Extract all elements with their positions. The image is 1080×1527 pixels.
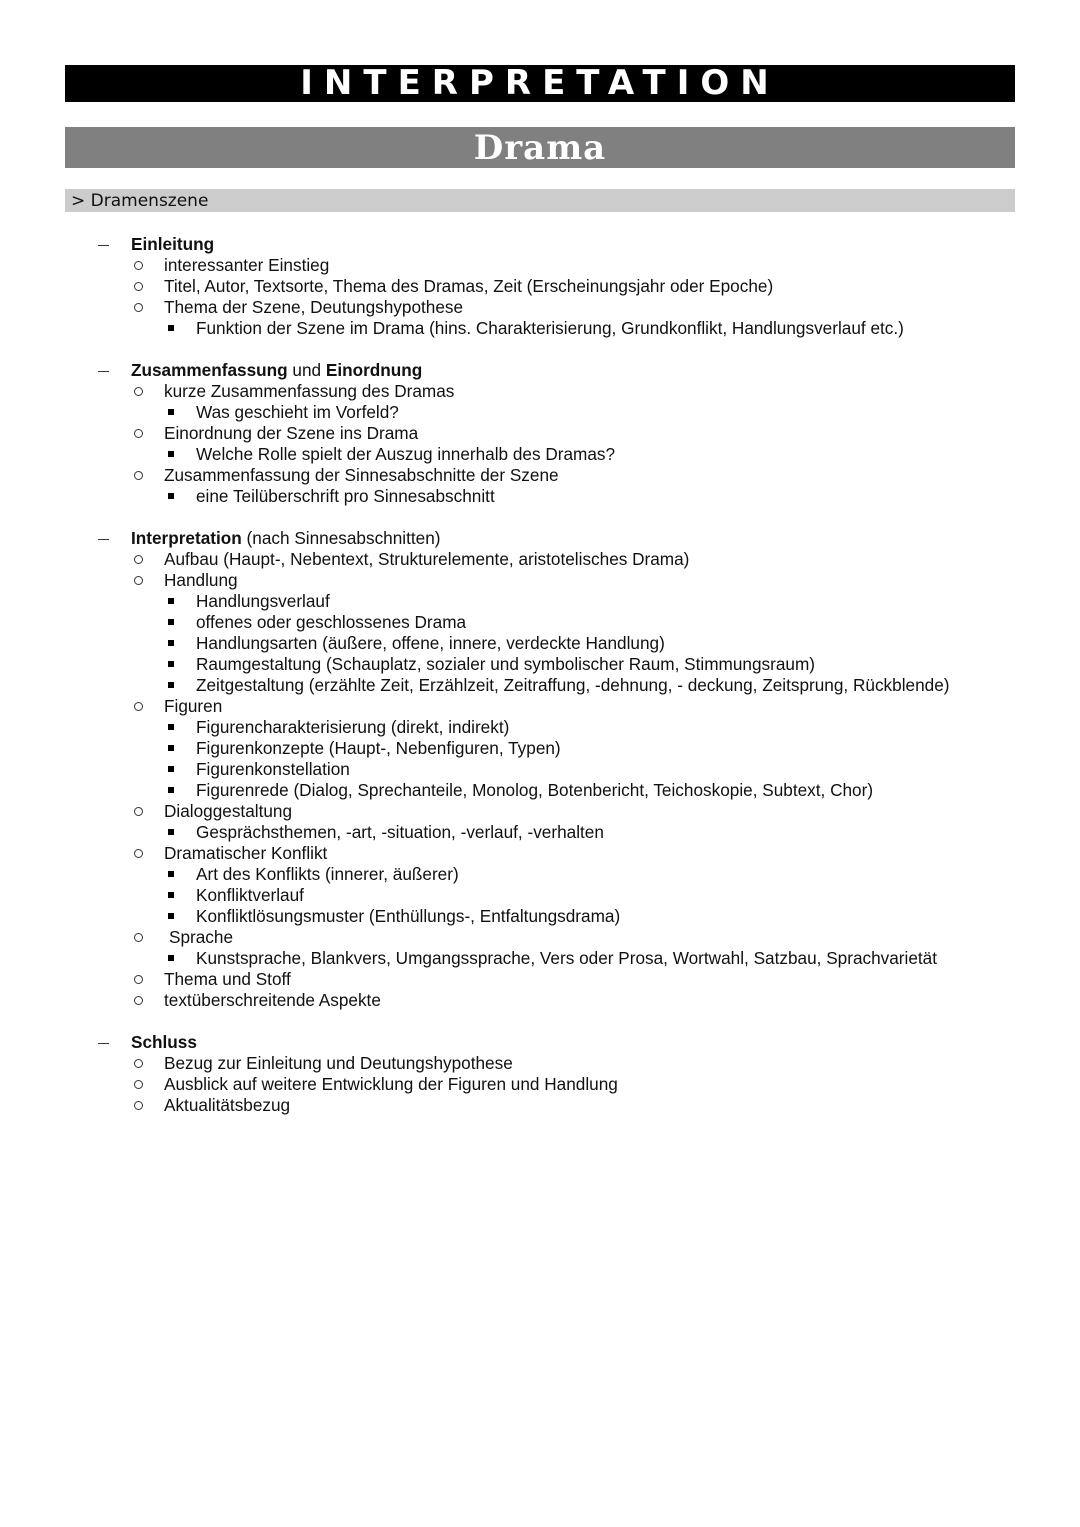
circle-bullet-icon (134, 429, 143, 438)
list-item: Sprache (0, 927, 1080, 948)
circle-bullet-icon (134, 996, 143, 1005)
list-item: Figuren (0, 696, 1080, 717)
list-subitem: Handlungsverlauf (0, 591, 1080, 612)
circle-bullet-icon (134, 1059, 143, 1068)
square-bullet-icon (168, 598, 174, 604)
heading-text: Interpretation (nach Sinnesabschnitten) (131, 528, 441, 548)
outline-heading-einleitung (0, 234, 1080, 255)
list-item: Bezug zur Einleitung und Deutungshypothese (0, 1053, 1080, 1074)
list-subitem: Art des Konflikts (innerer, äußerer) (0, 864, 1080, 885)
circle-bullet-icon (134, 555, 143, 564)
square-bullet-icon (168, 829, 174, 835)
circle-bullet-icon (134, 807, 143, 816)
heading-text: Schluss (131, 1032, 197, 1052)
square-bullet-icon (168, 871, 174, 877)
square-bullet-icon (168, 745, 174, 751)
list-subitem: Figurenkonzepte (Haupt-, Nebenfiguren, Typen) (0, 738, 1080, 759)
square-bullet-icon (168, 892, 174, 898)
list-item: Zusammenfassung der Sinnesabschnitte der Szene (0, 465, 1080, 486)
list-subitem: Funktion der Szene im Drama (hins. Charakterisierung, Grundkonflikt, Handlungsverlauf etc.) (0, 318, 1080, 339)
list-subitem: Was geschieht im Vorfeld? (0, 402, 1080, 423)
square-bullet-icon (168, 766, 174, 772)
list-item: Aufbau (Haupt-, Nebentext, Strukturelemente, aristotelisches Drama) (0, 549, 1080, 570)
heading-text: Einleitung (131, 234, 215, 254)
circle-bullet-icon (134, 933, 143, 942)
list-item: Aktualitätsbezug (0, 1095, 1080, 1116)
square-bullet-icon (168, 409, 174, 415)
list-subitem: Figurencharakterisierung (direkt, indirekt) (0, 717, 1080, 738)
circle-bullet-icon (134, 576, 143, 585)
outline (0, 234, 1080, 1116)
square-bullet-icon (168, 661, 174, 667)
page-subtitle: Drama (65, 127, 1015, 168)
list-item: interessanter Einstieg (0, 255, 1080, 276)
square-bullet-icon (168, 913, 174, 919)
list-subitem: Handlungsarten (äußere, offene, innere, verdeckte Handlung) (0, 633, 1080, 654)
list-item: Dialoggestaltung (0, 801, 1080, 822)
square-bullet-icon (168, 787, 174, 793)
list-subitem: Kunstsprache, Blankvers, Umgangssprache, Vers oder Prosa, Wortwahl, Satzbau, Sprachvarietät (0, 948, 1080, 969)
list-subitem: eine Teilüberschrift pro Sinnesabschnitt (0, 486, 1080, 507)
circle-bullet-icon (134, 975, 143, 984)
list-item: Thema der Szene, Deutungshypothese (0, 297, 1080, 318)
circle-bullet-icon (134, 282, 143, 291)
circle-bullet-icon (134, 702, 143, 711)
square-bullet-icon (168, 955, 174, 961)
list-item: Einordnung der Szene ins Drama (0, 423, 1080, 444)
list-item: Thema und Stoff (0, 969, 1080, 990)
circle-bullet-icon (134, 261, 143, 270)
outline-heading-zusammenfassung (0, 360, 1080, 381)
outline-heading-schluss (0, 1032, 1080, 1053)
heading-text: Zusammenfassung und Einordnung (131, 360, 423, 380)
list-item: textüberschreitende Aspekte (0, 990, 1080, 1011)
circle-bullet-icon (134, 387, 143, 396)
square-bullet-icon (168, 640, 174, 646)
list-item: Dramatischer Konflikt (0, 843, 1080, 864)
list-item: Handlung (0, 570, 1080, 591)
list-item: Ausblick auf weitere Entwicklung der Figuren und Handlung (0, 1074, 1080, 1095)
square-bullet-icon (168, 682, 174, 688)
circle-bullet-icon (134, 471, 143, 480)
circle-bullet-icon (134, 849, 143, 858)
outline-heading-interpretation (0, 528, 1080, 549)
list-subitem: Figurenkonstellation (0, 759, 1080, 780)
list-subitem: offenes oder geschlossenes Drama (0, 612, 1080, 633)
page-title: INTERPRETATION (65, 65, 1015, 102)
list-item: Titel, Autor, Textsorte, Thema des Dramas, Zeit (Erscheinungsjahr oder Epoche) (0, 276, 1080, 297)
list-subitem: Figurenrede (Dialog, Sprechanteile, Monolog, Botenbericht, Teichoskopie, Subtext, Chor) (0, 780, 1080, 801)
circle-bullet-icon (134, 1080, 143, 1089)
square-bullet-icon (168, 724, 174, 730)
list-subitem: Zeitgestaltung (erzählte Zeit, Erzählzeit, Zeitraffung, -dehnung, - deckung, Zeitsprung, Rückblende) (0, 675, 1080, 696)
list-item: kurze Zusammenfassung des Dramas (0, 381, 1080, 402)
circle-bullet-icon (134, 303, 143, 312)
square-bullet-icon (168, 325, 174, 331)
square-bullet-icon (168, 451, 174, 457)
list-subitem: Konfliktverlauf (0, 885, 1080, 906)
section-heading: > Dramenszene (65, 189, 1015, 212)
list-subitem: Gesprächsthemen, -art, -situation, -verlauf, -verhalten (0, 822, 1080, 843)
square-bullet-icon (168, 493, 174, 499)
list-subitem: Raumgestaltung (Schauplatz, sozialer und symbolischer Raum, Stimmungsraum) (0, 654, 1080, 675)
square-bullet-icon (168, 619, 174, 625)
list-subitem: Welche Rolle spielt der Auszug innerhalb des Dramas? (0, 444, 1080, 465)
circle-bullet-icon (134, 1101, 143, 1110)
list-subitem: Konfliktlösungsmuster (Enthüllungs-, Entfaltungsdrama) (0, 906, 1080, 927)
